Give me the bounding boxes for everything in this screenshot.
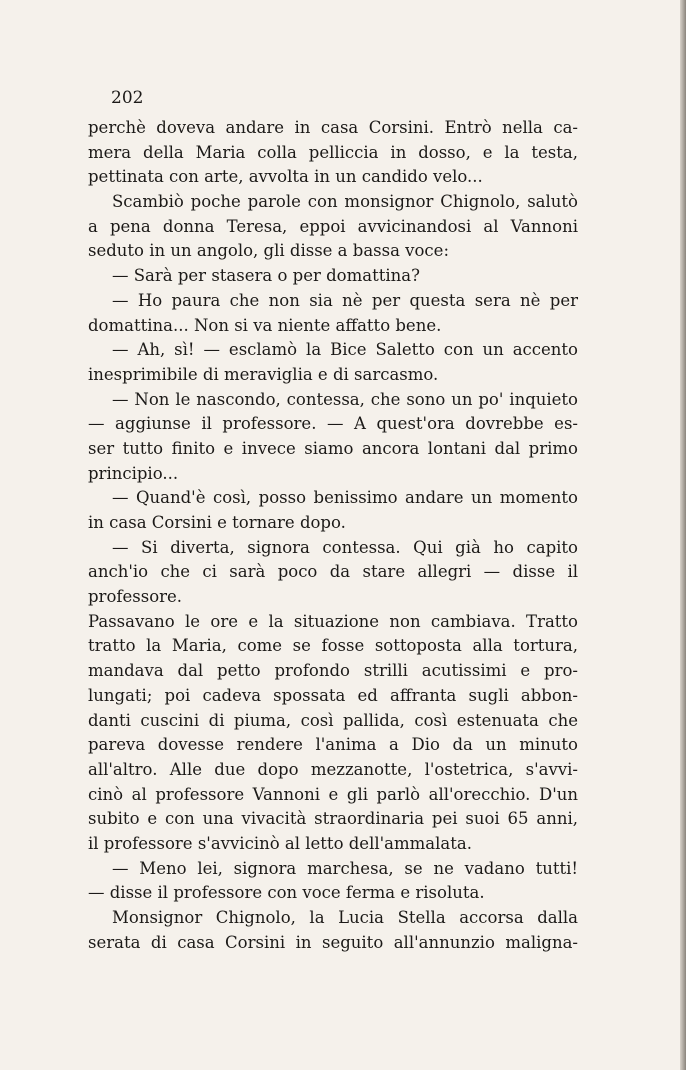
text-line: — Sarà per stasera o per domattina?	[112, 266, 420, 286]
text-line: all'altro. Alle due dopo mezzanotte, l'ostetrica, s'avvi-	[88, 759, 578, 779]
text-line: seduto in un angolo, gli disse a bassa voce:	[88, 241, 450, 261]
text-line: subito e con una vivacità straordinaria pei suoi 65 anni,	[88, 809, 578, 829]
text-line: principio...	[88, 463, 179, 483]
text-line: — Quand'è così, posso benissimo andare un momento	[112, 488, 578, 508]
text-line: — Ah, sì! — esclamò la Bice Saletto con un accento	[112, 340, 578, 360]
text-line: — disse il professore con voce ferma e risoluta.	[88, 883, 485, 903]
text-line: domattina... Non si va niente affatto bene.	[88, 315, 442, 335]
text-line: Scambiò poche parole con monsignor Chignolo, salutò	[112, 192, 578, 212]
text-line: tratto la Maria, come se fosse sottoposta alla tortura,	[88, 636, 578, 656]
text-line: il professore s'avvicinò al letto dell'ammalata.	[88, 833, 472, 853]
text-line: pettinata con arte, avvolta in un candido velo...	[88, 167, 483, 187]
text-line: professore.	[88, 587, 183, 607]
page-spine-edge	[680, 0, 686, 1070]
text-line: — Meno lei, signora marchesa, se ne vadano tutti!	[112, 858, 578, 878]
text-line: inesprimibile di meraviglia e di sarcasmo.	[88, 364, 439, 384]
text-line: pareva dovesse rendere l'anima a Dio da un minuto	[88, 735, 578, 755]
text-line: perchè doveva andare in casa Corsini. Entrò nella ca-	[88, 118, 578, 137]
text-line: cinò al professore Vannoni e gli parlò all'orecchio. D'un	[88, 784, 578, 804]
text-line: anch'io che ci sarà poco da stare allegri — disse il	[88, 562, 578, 582]
text-line: serata di casa Corsini in seguito all'annunzio maligna-	[88, 932, 578, 952]
text-line: — aggiunse il professore. — A quest'ora dovrebbe es-	[88, 414, 578, 434]
text-line: mera della Maria colla pelliccia in dosso, e la testa,	[88, 142, 578, 162]
text-line: danti cuscini di piuma, così pallida, così estenuata che	[88, 710, 578, 730]
text-line: — Ho paura che non sia nè per questa sera nè per	[112, 290, 578, 310]
text-line: in casa Corsini e tornare dopo.	[88, 513, 346, 532]
text-line: mandava dal petto profondo strilli acutissimi e pro-	[88, 661, 578, 681]
text-line: ser tutto finito e invece siamo ancora lontani dal primo	[88, 438, 578, 458]
text-line: — Non le nascondo, contessa, che sono un po' inquieto	[112, 389, 578, 409]
text-line: Monsignor Chignolo, la Lucia Stella accorsa dalla	[112, 908, 578, 927]
text-line: — Si diverta, signora contessa. Qui già ho capito	[112, 537, 578, 557]
text-line: a pena donna Teresa, eppoi avvicinandosi al Vannoni	[88, 216, 578, 236]
text-line: lungati; poi cadeva spossata ed affranta sugli abbon-	[88, 685, 578, 705]
body-text	[88, 116, 578, 955]
page-number: 202	[111, 88, 144, 108]
text-line: Passavano le ore e la situazione non cambiava. Tratto	[88, 611, 578, 631]
